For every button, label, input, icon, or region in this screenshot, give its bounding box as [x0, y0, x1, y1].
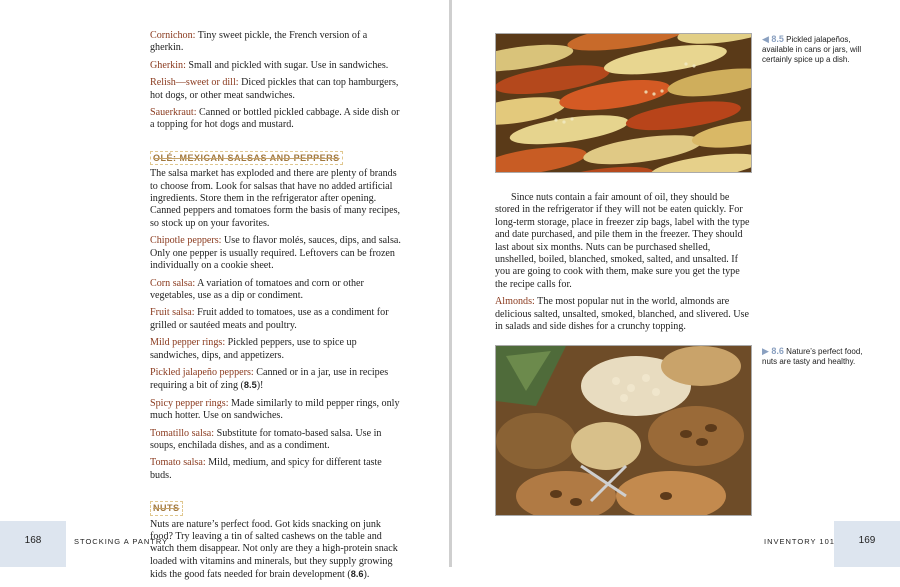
running-head-right: INVENTORY 101 — [764, 537, 835, 546]
glossary-entry: Gherkin: Small and pickled with sugar. Use in sandwiches. — [150, 59, 389, 71]
section-intro: The salsa market has exploded and there are plenty of brands to choose from. Look for salsas that have no added artificial ingredients. Store them in the refrigerator after opening. Canned peppers and tomatoes form the basis of many recipes, so stock up on your favorites. — [150, 168, 401, 229]
right-column — [495, 192, 750, 338]
glossary-entry: Tomato salsa: Mild, medium, and spicy for different taste buds. — [150, 457, 382, 481]
jalapeno-illustration — [496, 34, 751, 172]
caption-arrow-icon: ▶ — [762, 346, 772, 356]
nuts-photo — [495, 345, 752, 516]
glossary-entry: Chipotle peppers: Use to flavor molés, sauces, dips, and salsa. Only one pepper is usually required. Leftovers can be frozen individually on a cookie sheet. — [150, 235, 401, 272]
caption-arrow-icon: ◀ — [762, 34, 772, 44]
page-number-right: 169 — [858, 535, 876, 546]
glossary-entry: Pickled jalapeño peppers: Canned or in a jar, use in recipes requiring a bit of zing (8.5)! — [150, 366, 389, 392]
left-column — [150, 30, 402, 587]
figure-number: ◀ 8.5 — [762, 34, 784, 44]
glossary-entry: Fruit salsa: Fruit added to tomatoes, use as a condiment for grilled or sautéed meats and poultry. — [150, 307, 389, 331]
glossary-entry: Cornichon: Tiny sweet pickle, the French version of a gherkin. — [150, 30, 368, 54]
figure-number: ▶ 8.6 — [762, 346, 784, 356]
nuts-illustration — [496, 346, 751, 515]
glossary-entry: Relish—sweet or dill: Diced pickles that can top hamburgers, hot dogs, or other meat sandwiches. — [150, 77, 399, 101]
figure-caption-8-6: ▶ 8.6 Nature’s perfect food, nuts are tasty and healthy. — [762, 346, 863, 366]
glossary-entry: Almonds: The most popular nut in the world, almonds are delicious salted, unsalted, smoked, blanched, and slivered. Use in salads and side dishes for a crunchy topping. — [495, 296, 749, 333]
figure-caption-8-5: ◀ 8.5 Pickled jalapeños, available in cans or jars, will certainly spice up a dish. — [762, 34, 862, 64]
glossary-entry: Tomatillo salsa: Substitute for tomato-based salsa. Use in soups, enchilada dishes, and as a condiment. — [150, 427, 382, 451]
section-heading-nuts: NUTS — [150, 501, 183, 515]
nuts-storage-paragraph: Since nuts contain a fair amount of oil, they should be stored in the refrigerator if they will not be eaten quickly. For long-term storage, place in freezer zip bags, label with the type and date purchased, and pile them in the freezer. They should last about six months. Nuts can be purchased shelled, unshelled, boiled, blanched, smoked, salted, and unsalted. If you are going to cook with them, make sure you get the type the recipe calls for. — [495, 192, 750, 290]
nuts-paragraph: Nuts are nature’s perfect food. Got kids snacking on junk food? Try leaving a tin of salted cashews on the table and watch them disappear. Not only are they a high-protein snack loaded with vitamins and minerals, but they supply growing kids the good fats needed for brain development (8.6). — [150, 518, 398, 581]
jalapeno-photo — [495, 33, 752, 173]
page-number-left: 168 — [24, 535, 42, 546]
glossary-entry: Spicy pepper rings: Made similarly to mild pepper rings, only much hotter. Use on sandwiches. — [150, 397, 400, 422]
glossary-entry: Corn salsa: A variation of tomatoes and corn or other vegetables, use as a dip or condiment. — [150, 277, 364, 301]
figure-reference: 8.5 — [243, 380, 257, 391]
running-head-left: STOCKING A PANTRY — [74, 537, 169, 546]
figure-reference: 8.6 — [350, 569, 364, 580]
section-heading-salsas: OLÉ: MEXICAN SALSAS AND PEPPERS — [150, 151, 343, 165]
glossary-entry: Sauerkraut: Canned or bottled pickled cabbage. A side dish or a topping for hot dogs and mustard. — [150, 107, 400, 131]
glossary-entry: Mild pepper rings: Pickled peppers, use to spice up sandwiches, dips, and appetizers. — [150, 337, 357, 361]
